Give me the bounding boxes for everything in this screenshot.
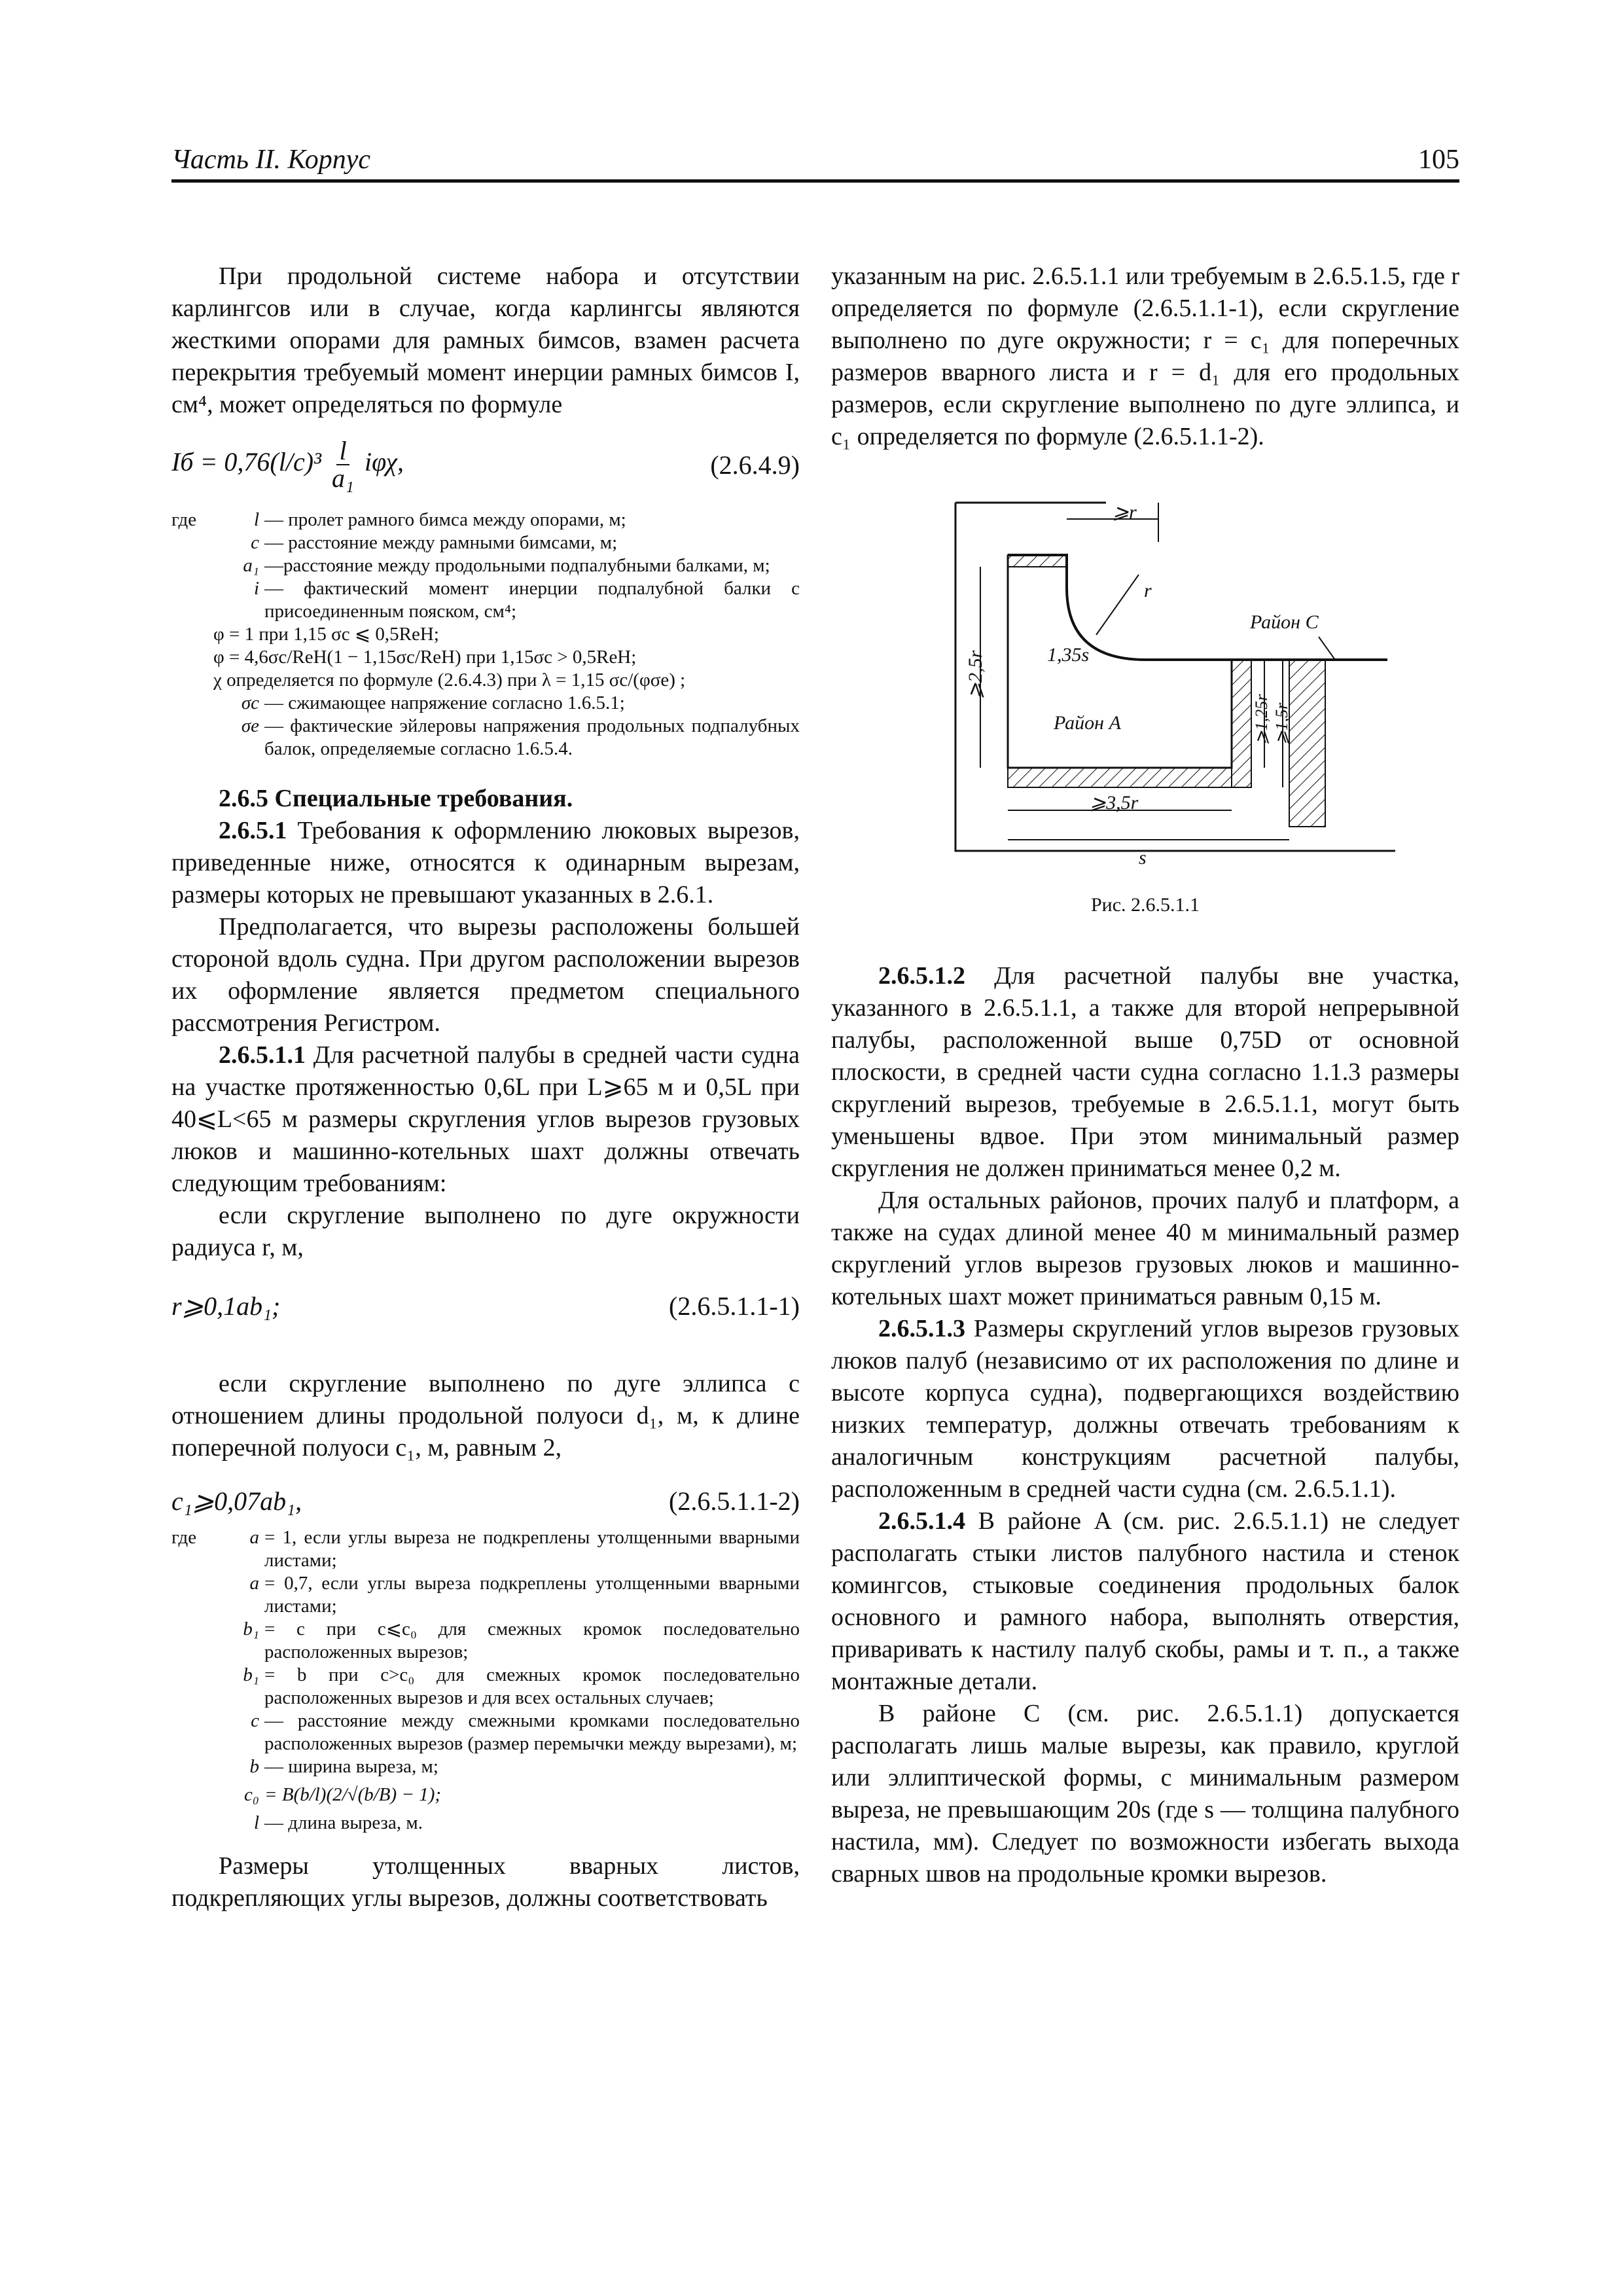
hatch-bottom (1008, 768, 1232, 787)
page-number: 105 (1418, 145, 1459, 175)
formula-body (171, 438, 404, 492)
formula-body: c₁⩾0,07ab₁, (171, 1486, 302, 1516)
definitions-1 (171, 509, 800, 761)
fig-label-bottom-dim: ⩾3,5r (1090, 792, 1139, 814)
page-header (171, 141, 1459, 183)
def-text: — расстояние между смежными кромками последовательно расположенных вырезов (размер перемычки между вырезами), м; (264, 1710, 800, 1754)
fig-label-zone-a: Район A (1054, 712, 1121, 734)
clause-text: Для расчетной палубы в средней части судна на участке протяженностью 0,6L при L⩾65 м и 0,5L при 40⩽L<65 м размеры скругления углов вырезов грузовых люков и машинно-котельных шахт должны отвечать следующим требованиям: (171, 1041, 800, 1197)
fig-label-125r: ⩾1,25r (1252, 694, 1271, 745)
definition-row (171, 1710, 800, 1755)
fig-label-135s: 1,35s (1047, 644, 1090, 666)
definition-row (171, 1812, 800, 1835)
def-symbol: a (249, 1527, 259, 1548)
def-symbol: l (253, 509, 259, 530)
def-text: = 0,7, если углы выреза подкреплены утолщенными вварными листами; (264, 1573, 800, 1617)
formula-2-6-4-9 (171, 438, 800, 492)
paragraph: Для остальных районов, прочих палуб и платформ, а также на судах длиной менее 40 м минимальный размер скруглений углов вырезов грузовых люков и машинно-котельных шахт может приниматься равным 0,15 м. (831, 1187, 1459, 1310)
def-text: — сжимающее напряжение согласно 1.6.5.1; (264, 692, 625, 713)
fig-label-top-dim: ⩾r (1113, 501, 1137, 523)
definition-row (171, 554, 800, 577)
def-symbol: σc (241, 692, 259, 713)
fraction-numerator: l (336, 438, 349, 465)
def-symbol: i (253, 578, 259, 599)
paragraph (831, 960, 1459, 1185)
paragraph: указанным на рис. 2.6.5.1.1 или требуемым в 2.6.5.1.5, где r определяется по формуле (2.6.5.1.1-1), если скругление выполнено по дуге окружности; r = c₁ для поперечных размеров вварного листа и r = d₁ для его продольных размеров, если скругление выполнено по дуге эллипса, и c₁ определяется по формуле (2.6.5.1.1-2). (831, 262, 1459, 450)
def-text: — ширина выреза, м; (264, 1756, 438, 1777)
def-symbol: c₀ (244, 1784, 259, 1805)
paragraph: В районе C (см. рис. 2.6.5.1.1) допускается располагать лишь малые вырезы, как правило, круглой или эллиптической формы, с минимальным размером выреза, не превышающим 20s (где s — толщина палубного настила, мм). Следует по возможности избегать выхода сварных швов на продольные кромки вырезов. (831, 1700, 1459, 1888)
def-symbol: b₁ (243, 1619, 259, 1640)
right-column (831, 260, 1459, 1890)
def-text: — расстояние между рамными бимсами, м; (264, 532, 618, 553)
def-text: χ определяется по формуле (2.6.4.3) при λ = 1,15 σc/(φσe) ; (213, 670, 686, 691)
definition-row (171, 1755, 800, 1778)
running-title: Часть II. Корпус (171, 145, 371, 175)
definition-row (171, 1526, 800, 1572)
zone-c-leader (1319, 637, 1335, 660)
phi-condition-2 (171, 646, 800, 669)
clause-number: 2.6.5.1.4 (878, 1507, 965, 1535)
figure-2-6-5-1-1 (831, 463, 1459, 889)
paragraph: если скругление выполнено по дуге окружности радиуса r, м, (171, 1202, 800, 1261)
definition-row (171, 509, 800, 531)
paragraph (831, 1505, 1459, 1698)
formula-number: (2.6.5.1.1-2) (669, 1486, 800, 1516)
def-text: —расстояние между продольными подпалубными балками, м; (264, 555, 770, 576)
def-text: φ = 4,6σc/ReH(1 − 1,15σc/ReH) при 1,15σc > 0,5ReH; (213, 647, 637, 668)
def-symbol: b₁ (243, 1664, 259, 1685)
fraction-denominator: a₁ (332, 463, 354, 493)
definitions-3 (171, 1526, 800, 1835)
def-text: — фактические эйлеровы напряжения продольных подпалубных балок, определяемые согласно 1.6.5.4. (264, 715, 800, 759)
clause-number: 2.6.5.1.3 (878, 1315, 965, 1342)
definition-row (171, 577, 800, 623)
paragraph: Размеры утолщенных вварных листов, подкрепляющих углы вырезов, должны соответствовать (171, 1852, 800, 1912)
definition-row (171, 1664, 800, 1710)
figure-caption: Рис. 2.6.5.1.1 (1090, 894, 1200, 916)
def-symbol: a (249, 1573, 259, 1594)
formula-fraction (332, 438, 354, 492)
paragraph: если скругление выполнено по дуге эллипса с отношением длины продольной полуоси d₁, м, к длине поперечной полуоси c₁, м, равным 2, (171, 1370, 800, 1462)
formula-2-6-5-1-1-1 (171, 1290, 800, 1322)
clause-text: Для расчетной палубы вне участка, указанного в 2.6.5.1.1, а также для второй непрерывной палубы, расположенной выше 0,75D от основной плоскости, в средней части судна согласно 1.1.3 размеры скруглений вырезов, требуемые в 2.6.5.1.1, могут быть уменьшены вдвое. При этом минимальный размер скругления не должен приниматься менее 0,2 м. (831, 962, 1459, 1182)
formula-rhs: iφχ, (364, 447, 404, 477)
def-symbol: a₁ (243, 555, 259, 576)
clause-text: Размеры скруглений углов вырезов грузовых люков палуб (независимо от их расположения по длине и высоте корпуса судна), подвергающихся воздействию низких температур, должны отвечать требованиям к аналогичным конструкциям расчетной палубы, расположенным в средней части судна (см. 2.6.5.1.1). (831, 1315, 1459, 1503)
formula-lhs: Iб = 0,76(l/c)³ (171, 447, 322, 477)
def-text: φ = 1 при 1,15 σc ⩽ 0,5ReH; (213, 624, 439, 645)
definition-row (171, 531, 800, 554)
def-text: = B(b/l)(2/√(b/B) − 1); (264, 1784, 442, 1805)
formula-number: (2.6.5.1.1-1) (669, 1291, 800, 1321)
paragraph (171, 815, 800, 911)
clause-number: 2.6.5.1.1 (219, 1041, 306, 1069)
chi-definition (171, 669, 800, 692)
paragraph (831, 1313, 1459, 1505)
def-symbol: σe (241, 715, 259, 736)
fig-label-zone-c: Район C (1250, 611, 1319, 633)
def-text: — пролет рамного бимса между опорами, м; (264, 509, 626, 530)
def-text: — длина выреза, м. (264, 1812, 423, 1833)
formula-2-6-5-1-1-2 (171, 1485, 800, 1517)
def-symbol: c (251, 1710, 259, 1731)
section-heading: 2.6.5 Специальные требования. (219, 785, 573, 812)
def-symbol: c (251, 532, 259, 553)
fig-label-radius: r (1144, 580, 1152, 601)
radius-leader (1096, 575, 1139, 635)
definition-row (171, 1618, 800, 1664)
fig-label-15r: ⩾1,5r (1272, 702, 1291, 745)
def-symbol: l (253, 1812, 259, 1833)
clause-number: 2.6.5.1 (219, 817, 287, 844)
def-text: — фактический момент инерции подпалубной балки с присоединенным пояском, см⁴; (264, 578, 800, 622)
fig-label-s: s (1139, 847, 1147, 869)
def-symbol: b (249, 1756, 259, 1777)
clause-text: В районе A (см. рис. 2.6.5.1.1) не следует располагать стыки листов палубного настила и стенок комингсов, стыковые соединения продольных балок основного и рамного набора, выполнять отверстия, приваривать к настилу палуб скобы, рамы и т. п., а также монтажные детали. (831, 1507, 1459, 1695)
definition-row (171, 1784, 800, 1806)
definition-row (171, 1572, 800, 1618)
paragraph: При продольной системе набора и отсутствии карлингсов или в случае, когда карлингсы являются жесткими опорами для рамных бимсов, взамен расчета перекрытия требуемый момент инерции рамных бимсов I, см⁴, может определяться по формуле (171, 262, 800, 418)
clause-text: Требования к оформлению люковых вырезов, приведенные ниже, относятся к одинарным вырезам, размеры которых не превышают указанных в 2.6.1. (171, 817, 800, 908)
formula-number: (2.6.4.9) (710, 450, 800, 480)
where-label: где (171, 509, 197, 530)
definition-row (171, 715, 800, 761)
definition-row (171, 692, 800, 715)
def-text: = c при c⩽c₀ для смежных кромок последовательно расположенных вырезов; (264, 1619, 800, 1662)
formula-body: r⩾0,1ab₁; (171, 1291, 281, 1321)
hatch-top (1008, 555, 1067, 567)
clause-number: 2.6.5.1.2 (878, 962, 965, 990)
paragraph (171, 1039, 800, 1200)
hatch-corner-diagram (831, 463, 1459, 889)
fig-label-left-dim: ⩾2,5r (965, 650, 986, 699)
phi-condition-1 (171, 623, 800, 646)
def-text: = b при c>c₀ для смежных кромок последовательно расположенных вырезов и для всех остальных случаев; (264, 1664, 800, 1708)
paragraph: Предполагается, что вырезы расположены большей стороной вдоль судна. При другом расположении вырезов их оформление является предметом специального рассмотрения Регистром. (171, 913, 800, 1037)
def-text: = 1, если углы выреза не подкреплены утолщенными вварными листами; (264, 1527, 800, 1571)
where-label: где (171, 1527, 197, 1548)
left-column (171, 260, 800, 1914)
